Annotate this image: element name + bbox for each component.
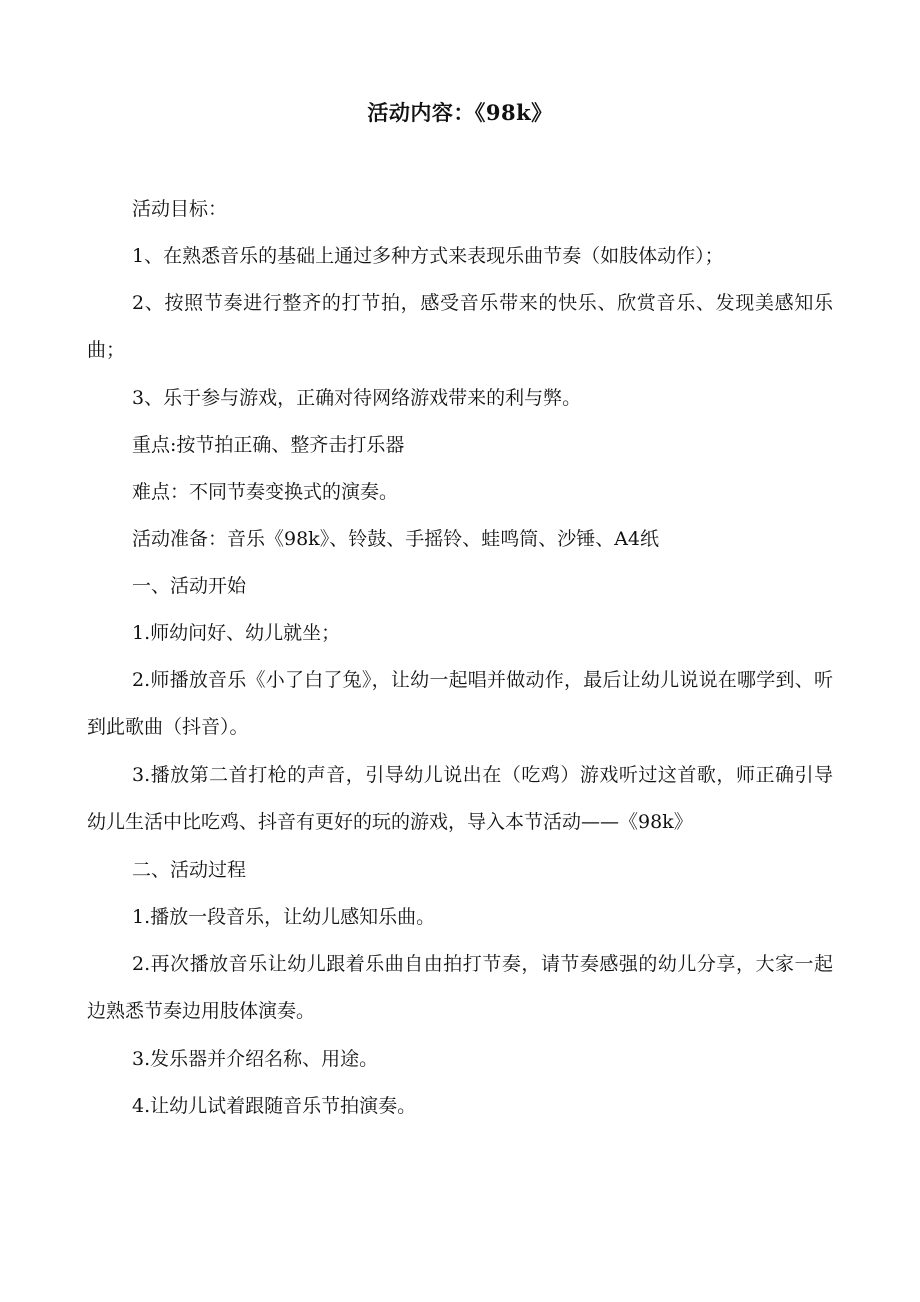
paragraph-process-2: 2.再次播放音乐让幼儿跟着乐曲自由拍打节奏，请节奏感强的幼儿分享，大家一起边熟悉节奏边用肢体演奏。 xyxy=(87,953,833,1022)
section-heading-process: 二、活动过程 xyxy=(132,859,247,881)
paragraph-difficulty: 难点：不同节奏变换式的演奏。 xyxy=(132,481,399,503)
paragraph-goal-2: 2、按照节奏进行整齐的打节拍，感受音乐带来的快乐、欣赏音乐、发现美感知乐曲； xyxy=(87,292,833,361)
paragraph-goals-heading: 活动目标： xyxy=(132,198,228,220)
paragraph-goal-3: 3、乐于参与游戏，正确对待网络游戏带来的利与弊。 xyxy=(132,387,582,409)
paragraph-start-1: 1.师幼问好、幼儿就坐； xyxy=(132,622,341,644)
section-heading-start: 一、活动开始 xyxy=(132,575,247,597)
paragraph-start-3: 3.播放第二首打枪的声音，引导幼儿说出在（吃鸡）游戏听过这首歌，师正确引导幼儿生活中比吃鸡、抖音有更好的玩的游戏，导入本节活动——《98k》 xyxy=(87,764,833,833)
paragraph-process-1: 1.播放一段音乐，让幼儿感知乐曲。 xyxy=(132,906,436,928)
paragraph-preparation: 活动准备：音乐《98k》、铃鼓、手摇铃、蛙鸣筒、沙锤、A4纸 xyxy=(132,528,660,550)
paragraph-start-2: 2.师播放音乐《小了白了兔》，让幼一起唱并做动作，最后让幼儿说说在哪学到、听到此歌曲（抖音）。 xyxy=(87,669,833,738)
document-title: 活动内容：《98k》 xyxy=(367,100,553,125)
paragraph-process-4: 4.让幼儿试着跟随音乐节拍演奏。 xyxy=(132,1095,417,1117)
document-body xyxy=(87,194,833,1138)
paragraph-key-point: 重点:按节拍正确、整齐击打乐器 xyxy=(132,434,405,456)
paragraph-process-3: 3.发乐器并介绍名称、用途。 xyxy=(132,1048,379,1070)
paragraph-goal-1: 1、在熟悉音乐的基础上通过多种方式来表现乐曲节奏（如肢体动作）； xyxy=(132,245,724,267)
